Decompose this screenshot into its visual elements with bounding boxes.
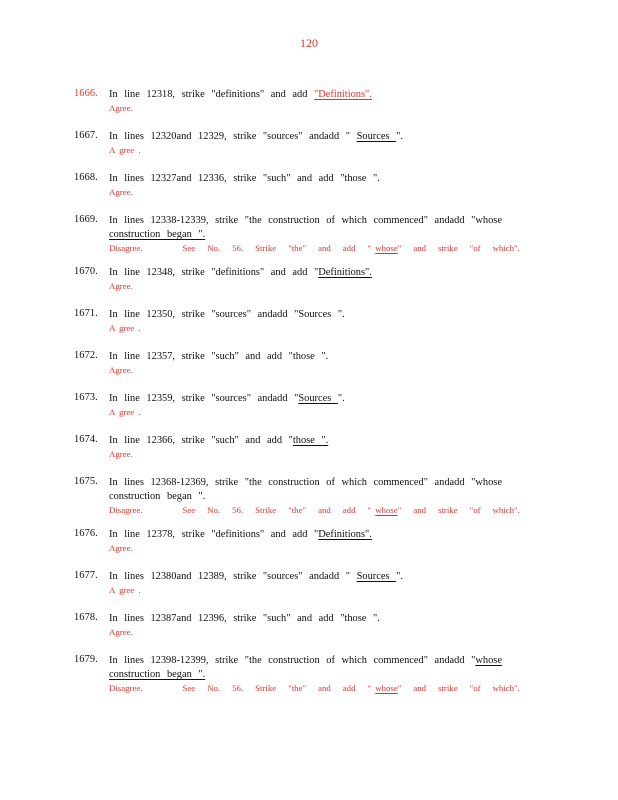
amendment-item: [74, 612, 544, 642]
item-text: [109, 570, 544, 584]
response-word: No.: [207, 683, 221, 693]
amendment-item: [74, 570, 544, 600]
item-number: 1671.: [74, 308, 98, 319]
item-text-segment: In line 12378, strike "definitions" and add ": [109, 529, 319, 540]
response-word: which".: [492, 683, 520, 693]
response-text: Agree.: [109, 103, 133, 113]
item-number: 1667.: [74, 130, 98, 141]
response-word: and: [413, 505, 427, 515]
item-text: In lines 12327and 12336, strike "such" and add "those ".: [109, 173, 380, 184]
response-text: [109, 504, 544, 516]
item-text: [109, 528, 544, 542]
item-text-segment: In lines 12398-12399, strike "the construction of which commenced" andadd ": [109, 655, 476, 666]
response-word: ": [397, 243, 402, 253]
response-word: "of: [469, 243, 481, 253]
response-text: A gree .: [109, 323, 141, 333]
response-word: and: [413, 683, 427, 693]
response-text: Agree.: [109, 543, 133, 553]
item-number: 1670.: [74, 266, 98, 277]
response-word: Strike: [255, 683, 277, 693]
amendment-item: [74, 214, 544, 254]
amendment-item: [74, 528, 544, 558]
item-text: In line 12357, strike "such" and add "those ".: [109, 351, 329, 362]
item-number: 1673.: [74, 392, 98, 403]
amendment-item: [74, 266, 544, 296]
item-number: 1666.: [74, 88, 98, 99]
response-text: Agree.: [109, 365, 133, 375]
response-word: add: [342, 243, 356, 253]
response-text: Agree.: [109, 187, 133, 197]
response-word: which".: [492, 243, 520, 253]
response-word: ": [367, 505, 372, 515]
item-text-segment: ".: [396, 571, 403, 582]
response-text: A gree .: [109, 145, 141, 155]
response-word: ": [397, 683, 402, 693]
response-word: whose: [375, 683, 398, 693]
inserted-text: "Definitions".: [314, 89, 372, 100]
item-text-segment: In line 12366, strike "such" and add ": [109, 435, 293, 446]
response-word: 56.: [232, 243, 244, 253]
response-word: 56.: [232, 505, 244, 515]
response-word: strike: [438, 683, 458, 693]
response-word: 56.: [232, 683, 244, 693]
item-number: 1669.: [74, 214, 98, 225]
item-text-segment: In lines 12380and 12389, strike "sources" andadd ": [109, 571, 357, 582]
item-text: In line 12350, strike "sources" andadd "Sources ".: [109, 309, 345, 320]
response-text: Agree.: [109, 281, 133, 291]
amendment-item: [74, 88, 544, 118]
response-word: and: [413, 243, 427, 253]
amendment-item: [74, 308, 544, 338]
item-text-segment: ".: [337, 393, 345, 404]
response-text: [109, 682, 544, 694]
item-number: 1672.: [74, 350, 98, 361]
response-word: and: [318, 243, 331, 253]
item-text: In lines 12368-12369, strike "the construction of which commenced" andadd "whose: [109, 477, 502, 488]
item-number: 1677.: [74, 570, 98, 581]
amendment-item: [74, 434, 544, 464]
response-word: No.: [207, 505, 221, 515]
response-word: add: [342, 683, 356, 693]
inserted-text: Sources: [356, 571, 397, 582]
inserted-text: Definitions".: [318, 529, 372, 540]
item-number: 1675.: [74, 476, 98, 487]
response-word: add: [342, 505, 356, 515]
response-word: whose: [375, 505, 398, 515]
response-word: ": [367, 683, 372, 693]
item-text-segment: In line 12359, strike "sources" andadd ": [109, 393, 299, 404]
response-text: A gree .: [109, 407, 141, 417]
item-text-segment: In line 12318, strike "definitions" and add: [109, 89, 315, 100]
item-text: [109, 266, 544, 280]
item-text-continued: construction began ".: [109, 491, 206, 502]
inserted-text: Sources: [298, 393, 338, 404]
amendment-item: [74, 130, 544, 160]
item-text: In lines 12338-12339, strike "the construction of which commenced" andadd "whose: [109, 215, 502, 226]
inserted-text: Sources: [356, 131, 397, 142]
response-word: See: [182, 243, 196, 253]
response-word: ": [367, 243, 372, 253]
item-number: 1668.: [74, 172, 98, 183]
response-word: See: [182, 505, 196, 515]
amendment-list: [74, 88, 544, 694]
response-word: and: [318, 505, 331, 515]
item-number: 1679.: [74, 654, 98, 665]
response-word: Disagree.: [109, 243, 143, 253]
response-word: Disagree.: [109, 683, 143, 693]
item-text: [109, 88, 544, 102]
item-text: In lines 12387and 12396, strike "such" and add "those ".: [109, 613, 380, 624]
response-word: "the": [288, 683, 307, 693]
item-text: [109, 130, 544, 144]
response-word: See: [182, 683, 196, 693]
item-text: [109, 434, 544, 448]
item-number: 1674.: [74, 434, 98, 445]
response-word: Disagree.: [109, 505, 143, 515]
amendment-item: [74, 476, 544, 516]
item-text-continued: construction began ".: [109, 229, 206, 240]
response-word: and: [318, 683, 331, 693]
inserted-text: whose: [475, 655, 502, 666]
item-text-segment: In line 12348, strike "definitions" and add ": [109, 267, 319, 278]
amendment-item: [74, 654, 544, 694]
item-text: [109, 392, 544, 406]
amendment-item: [74, 350, 544, 380]
response-word: whose: [375, 243, 398, 253]
inserted-text: Definitions".: [318, 267, 372, 278]
response-word: strike: [438, 505, 458, 515]
item-number: 1676.: [74, 528, 98, 539]
response-word: Strike: [255, 505, 277, 515]
response-word: strike: [438, 243, 458, 253]
response-word: "the": [288, 505, 307, 515]
response-word: "the": [288, 243, 307, 253]
response-text: A gree .: [109, 585, 141, 595]
response-word: "of: [469, 505, 481, 515]
response-word: ": [397, 505, 402, 515]
item-text-segment: In lines 12320and 12329, strike "sources" andadd ": [109, 131, 357, 142]
amendment-item: [74, 392, 544, 422]
page-number: 120: [300, 36, 318, 50]
response-word: "of: [469, 683, 481, 693]
response-word: Strike: [255, 243, 277, 253]
response-text: Agree.: [109, 627, 133, 637]
response-word: which".: [492, 505, 520, 515]
item-text-segment: ".: [396, 131, 403, 142]
inserted-text: those ".: [292, 435, 329, 446]
amendment-item: [74, 172, 544, 202]
response-text: [109, 242, 544, 254]
response-text: Agree.: [109, 449, 133, 459]
item-text-continued: construction began ".: [109, 669, 206, 680]
response-word: No.: [207, 243, 221, 253]
item-text: [109, 654, 544, 668]
item-number: 1678.: [74, 612, 98, 623]
